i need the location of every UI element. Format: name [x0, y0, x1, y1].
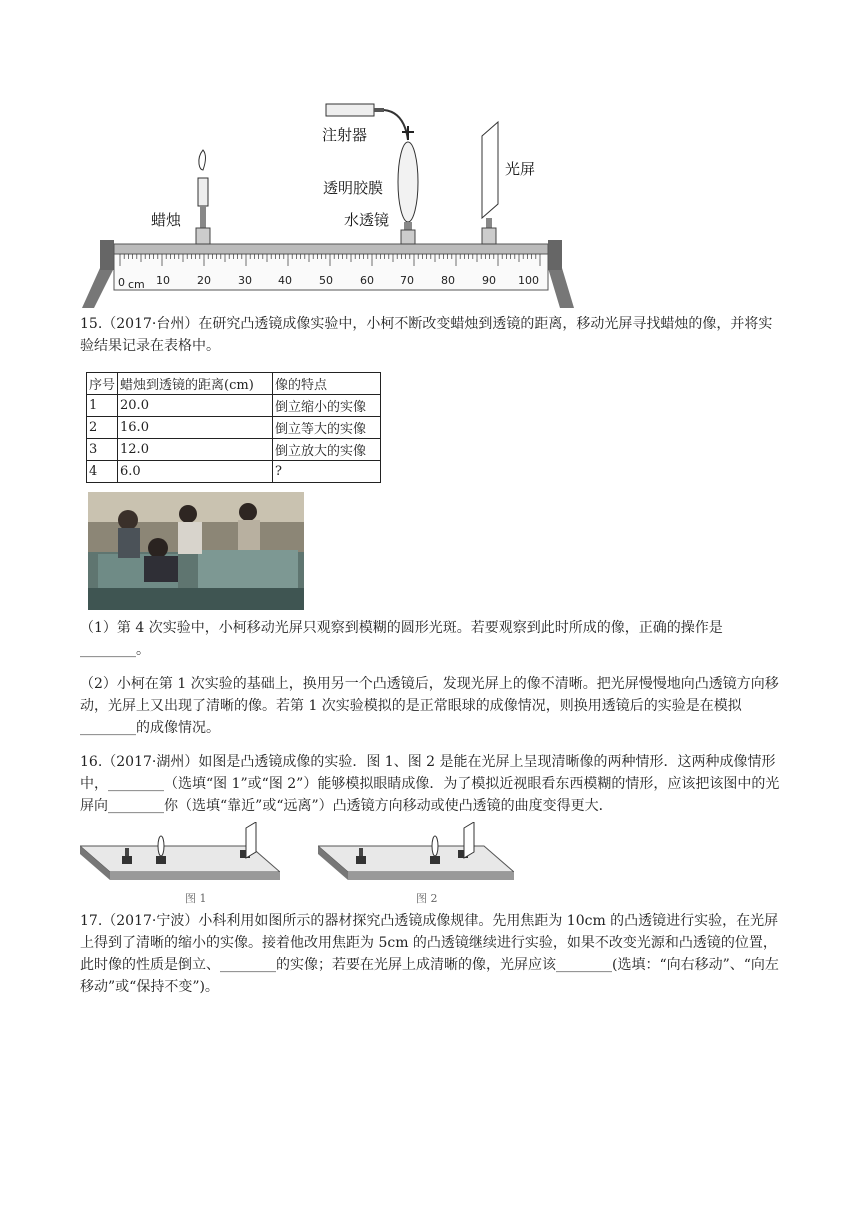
classroom-photo — [88, 492, 304, 610]
scale-100: 100 — [518, 274, 539, 287]
scale-0: 0 — [118, 276, 125, 289]
scale-70: 70 — [400, 274, 414, 287]
table-cell: 倒立等大的实像 — [273, 417, 381, 439]
scale-60: 60 — [360, 274, 374, 287]
table-header-cell: 序号 — [87, 373, 118, 395]
table-cell: 3 — [87, 439, 118, 461]
scale-30: 30 — [238, 274, 252, 287]
q15-part1: （1）第 4 次实验中，小柯移动光屏只观察到模糊的圆形光斑。若要观察到此时所成的像，正确的操作是________。 — [80, 620, 723, 658]
left-end-block — [100, 240, 114, 270]
figure-2 — [318, 822, 514, 890]
table-header-row — [87, 373, 381, 395]
scale-80: 80 — [441, 274, 455, 287]
q16-text: 16.（2017·湖州）如图是凸透镜成像的实验．图 1、图 2 是能在光屏上呈现清晰像的两种情形．这两种成像情形中，________（选填“图 1”或“图 2”）能够模拟眼睛成像．为了模拟近视眼看东西模糊的情形，应该把该图中的光屏向________你（选填“靠近”或“远离”）凸透镜方向移动或使凸透镜的曲度变得更大． — [80, 754, 780, 814]
label-water-lens: 水透镜 — [344, 211, 390, 229]
table-row — [87, 395, 381, 417]
table-cell: 2 — [87, 417, 118, 439]
figure-1-caption: 图 1 — [185, 892, 207, 905]
table-cell: 4 — [87, 461, 118, 483]
table-header-cell: 蜡烛到透镜的距离(cm) — [118, 373, 273, 395]
table-cell: 倒立放大的实像 — [273, 439, 381, 461]
table-cell: ? — [273, 461, 381, 483]
label-syringe: 注射器 — [322, 126, 368, 144]
q15-intro: 15.（2017·台州）在研究凸透镜成像实验中，小柯不断改变蜡烛到透镜的距离，移动光屏寻找蜡烛的像，并将实验结果记录在表格中。 — [80, 316, 773, 354]
label-screen: 光屏 — [505, 160, 536, 178]
right-leg — [548, 268, 574, 308]
table-cell: 16.0 — [118, 417, 273, 439]
scale-20: 20 — [197, 274, 211, 287]
label-membrane: 透明胶膜 — [323, 179, 384, 197]
candle — [196, 150, 210, 244]
scale-40: 40 — [278, 274, 292, 287]
table-cell: 12.0 — [118, 439, 273, 461]
left-leg — [82, 268, 114, 308]
figure-1 — [80, 822, 280, 890]
q15-part2: （2）小柯在第 1 次实验的基础上，换用另一个凸透镜后，发现光屏上的像不清晰。把光屏慢慢地向凸透镜方向移动，光屏上又出现了清晰的像。若第 1 次实验模拟的是正常眼球的成像情况，则换用透镜后的实验是在模拟________的成像情况。 — [80, 676, 779, 736]
scale-50: 50 — [319, 274, 333, 287]
table-cell: 20.0 — [118, 395, 273, 417]
scale-10: 10 — [156, 274, 170, 287]
table-header-cell: 像的特点 — [273, 373, 381, 395]
label-candle: 蜡烛 — [151, 211, 182, 229]
rail-top — [114, 244, 548, 254]
table-cell: 1 — [87, 395, 118, 417]
light-screen — [482, 122, 498, 244]
table-row — [87, 417, 381, 439]
table-cell: 6.0 — [118, 461, 273, 483]
table-row — [87, 461, 381, 483]
table-cell: 倒立缩小的实像 — [273, 395, 381, 417]
figure-2-caption: 图 2 — [416, 892, 438, 905]
table-row — [87, 439, 381, 461]
q15-table — [86, 372, 381, 483]
scale-90: 90 — [482, 274, 496, 287]
q17-text: 17.（2017·宁波）小科利用如图所示的器材探究凸透镜成像规律。先用焦距为 10cm 的凸透镜进行实验，在光屏上得到了清晰的缩小的实像。接着他改用焦距为 5cm 的凸透镜继续进行实验，如果不改变光源和凸透镜的位置，此时像的性质是倒立、________的实像；若要在光屏上成清晰的像，光屏应该________(选填：“向右移动”、“向左移动”或“保持不变”)。 — [80, 913, 779, 995]
right-end-block — [548, 240, 562, 270]
scale-cm: cm — [128, 278, 145, 291]
